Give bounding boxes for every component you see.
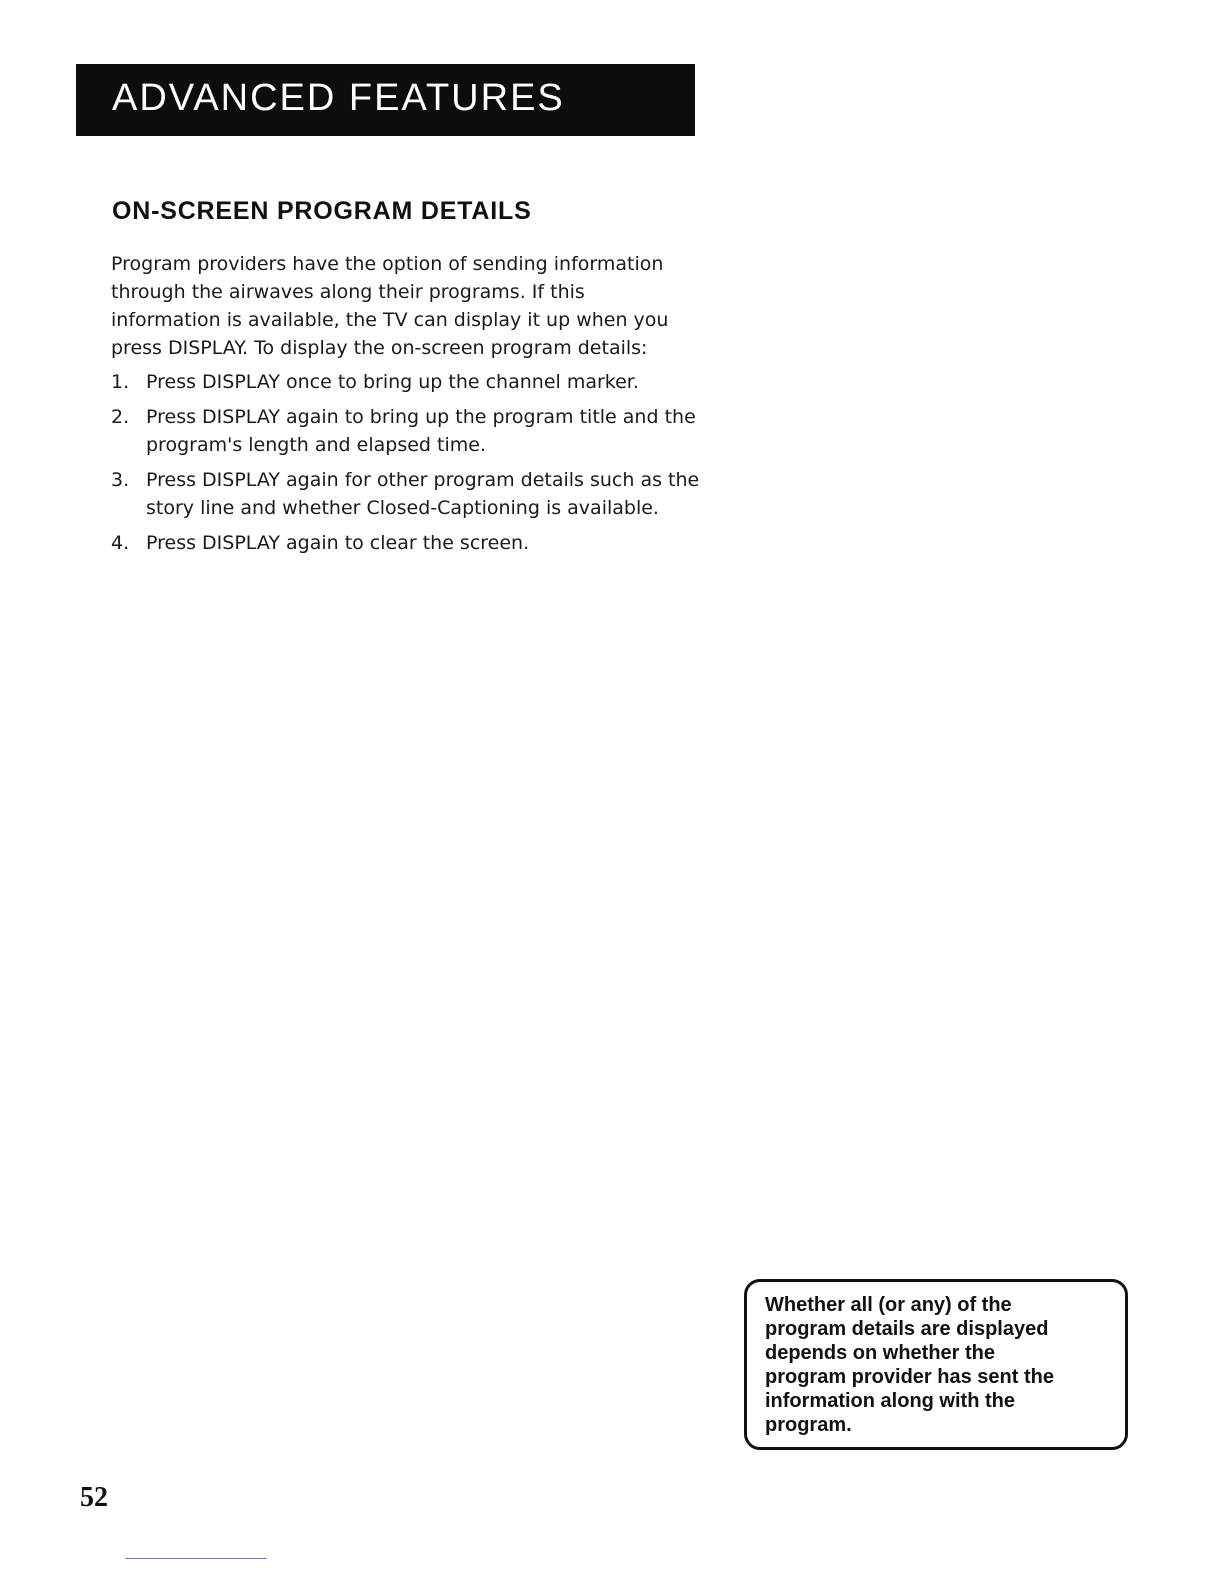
step-line: story line and whether Closed-Captioning is available. (146, 497, 659, 519)
intro-line: press DISPLAY. To display the on-screen program details: (111, 337, 648, 359)
step-number: 4. (111, 532, 130, 554)
step-number: 2. (111, 406, 130, 428)
step-number: 1. (111, 371, 130, 393)
note-line: depends on whether the (765, 1342, 996, 1364)
step-number: 3. (111, 469, 130, 491)
page-number: 52 (80, 1482, 108, 1513)
intro-line: information is available, the TV can display it up when you (111, 309, 669, 331)
note-line: information along with the (765, 1390, 1015, 1412)
step-text (146, 529, 731, 557)
chapter-title: ADVANCED FEATURES (112, 77, 565, 119)
step-line: Press DISPLAY again to clear the screen. (146, 532, 530, 554)
step-item (111, 403, 731, 459)
note-box (744, 1279, 1128, 1450)
note-line: Whether all (or any) of the (765, 1294, 1012, 1316)
intro-paragraph (111, 250, 711, 362)
step-line: Press DISPLAY again to bring up the program title and the (146, 406, 696, 428)
step-item (111, 466, 731, 522)
step-line: program's length and elapsed time. (146, 434, 486, 456)
step-item (111, 529, 731, 557)
note-line: program provider has sent the (765, 1366, 1054, 1388)
section-title: ON-SCREEN PROGRAM DETAILS (112, 197, 532, 225)
header-bar (76, 64, 695, 136)
footer-rule (125, 1558, 267, 1559)
steps-list (111, 368, 731, 564)
intro-line: Program providers have the option of sending information (111, 253, 664, 275)
step-line: Press DISPLAY again for other program details such as the (146, 469, 700, 491)
step-line: Press DISPLAY once to bring up the channel marker. (146, 371, 639, 393)
step-text (146, 403, 731, 459)
step-text (146, 466, 731, 522)
step-item (111, 368, 731, 396)
intro-line: through the airwaves along their programs. If this (111, 281, 585, 303)
note-text (765, 1293, 1054, 1437)
step-text (146, 368, 731, 396)
note-line: program details are displayed (765, 1318, 1049, 1340)
note-line: program. (765, 1414, 852, 1436)
